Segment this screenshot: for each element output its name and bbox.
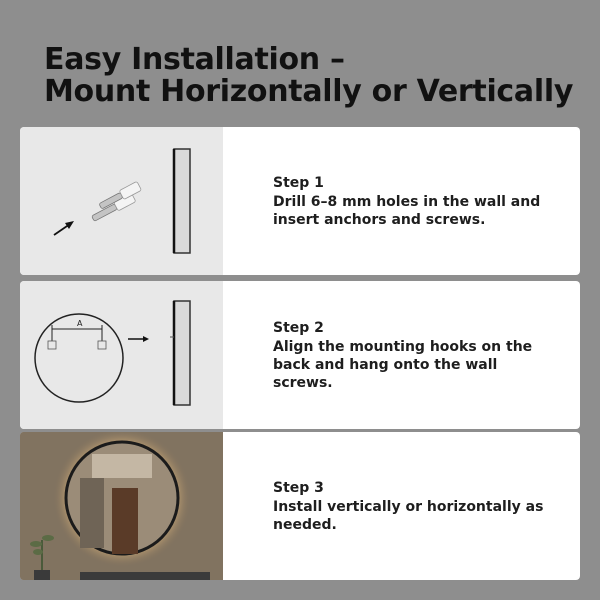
- title-line-2: Mount Horizontally or Vertically: [44, 74, 574, 109]
- dimension-label: A: [77, 319, 83, 328]
- step-1-label: Step 1: [273, 174, 324, 191]
- step-1-card: [20, 127, 580, 275]
- step-2-description: Align the mounting hooks on the back and hang onto the wall screws.: [273, 338, 533, 391]
- screw-anchor-icon: [91, 181, 142, 223]
- arrow-icon: [54, 221, 74, 235]
- step-3-card: [20, 432, 580, 580]
- title-line-1: Easy Installation –: [44, 42, 345, 77]
- step-2-card: [20, 281, 580, 429]
- arrow-right-icon: [128, 336, 149, 342]
- step-1-description: Drill 6–8 mm holes in the wall and insert anchors and screws.: [273, 193, 541, 228]
- mirror-side-profile: [174, 149, 190, 253]
- bathroom-photo: [20, 432, 223, 580]
- step-3-label: Step 3: [273, 479, 324, 496]
- step-2-illustration: [20, 281, 223, 429]
- step-2-label: Step 2: [273, 319, 324, 336]
- step-1-text-block: [273, 127, 560, 275]
- mirror-side-profile: [174, 301, 190, 405]
- step-3-description: Install vertically or horizontally as needed.: [273, 498, 544, 533]
- step-1-illustration: [20, 127, 223, 275]
- round-mirror-back-icon: [35, 314, 123, 402]
- step-2-text-block: [273, 281, 560, 429]
- page-title: [44, 44, 573, 108]
- step-3-text-block: [273, 432, 560, 580]
